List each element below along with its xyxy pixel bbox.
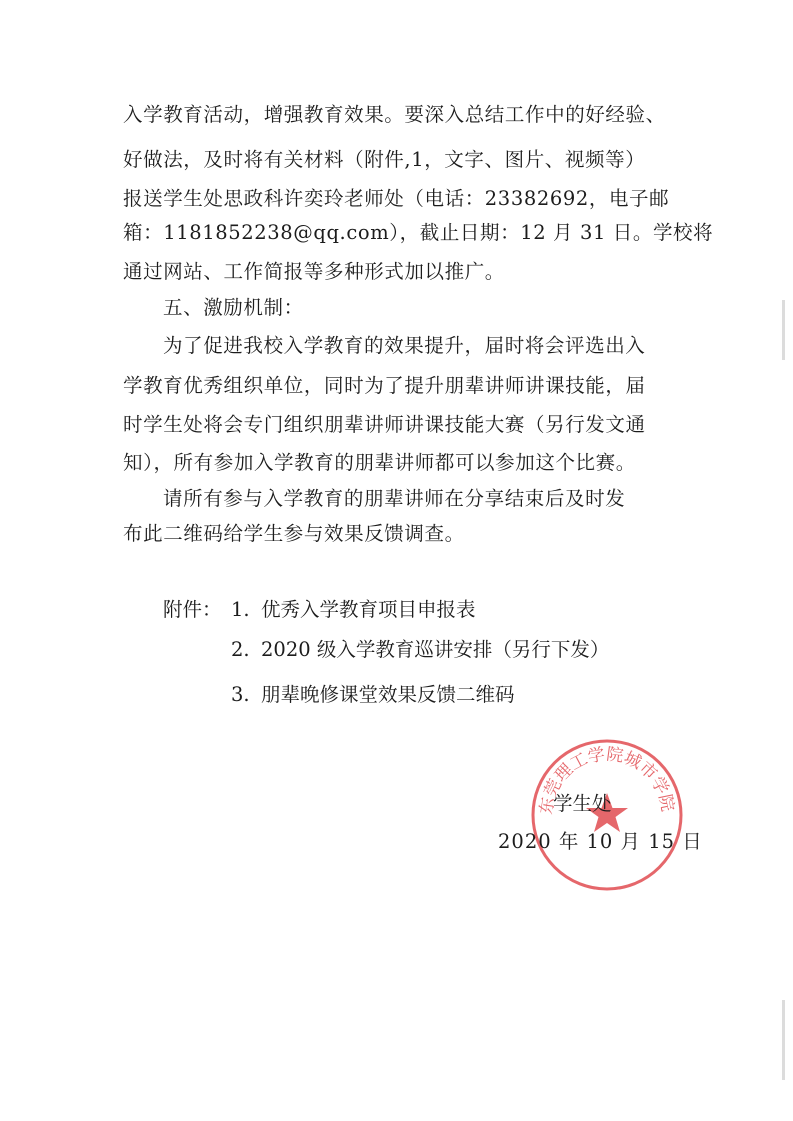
body-line: 通过网站、工作简报等多种形式加以推广。 — [123, 260, 505, 283]
body-line: 报送学生处思政科许奕玲老师处（电话：23382692，电子邮 — [123, 187, 670, 210]
body-line: 时学生处将会专门组织朋辈讲师讲课技能大赛（另行发文通 — [123, 413, 646, 436]
body-line: 好做法，及时将有关材料（附件,1，文字、图片、视频等） — [123, 148, 646, 171]
attachment-title: 朋辈晚修课堂效果反馈二维码 — [261, 683, 515, 706]
attachment-number: 3. — [231, 683, 250, 706]
attachment-title: 2020 级入学教育巡讲安排（另行下发） — [261, 638, 610, 661]
body-line: 入学教育活动，增强教育效果。要深入总结工作中的好经验、 — [123, 103, 666, 126]
signature-date: 2020 年 10 月 15 日 — [498, 830, 703, 853]
request-line: 布此二维码给学生参与效果反馈调查。 — [123, 522, 465, 545]
scan-edge-mark — [782, 300, 785, 360]
scan-edge-mark — [782, 1000, 785, 1080]
seal-text: 东莞理工学院城市学院 — [536, 744, 678, 816]
body-line: 知），所有参加入学教育的朋辈讲师都可以参加这个比赛。 — [123, 451, 636, 474]
attachment-label: 附件： — [163, 598, 222, 621]
signer-department: 学生处 — [553, 792, 612, 815]
request-line: 请所有参与入学教育的朋辈讲师在分享结束后及时发 — [163, 487, 626, 510]
attachment-number: 2. — [231, 638, 250, 661]
attachment-title: 优秀入学教育项目申报表 — [261, 598, 476, 621]
body-line: 学教育优秀组织单位，同时为了提升朋辈讲师讲课技能，届 — [123, 374, 646, 397]
attachment-number: 1. — [231, 598, 250, 621]
body-line: 为了促进我校入学教育的效果提升，届时将会评选出入 — [163, 334, 646, 357]
body-line: 箱：1181852238@qq.com），截止日期：12 月 31 日。学校将 — [123, 221, 714, 244]
section-heading: 五、激励机制： — [163, 296, 304, 319]
